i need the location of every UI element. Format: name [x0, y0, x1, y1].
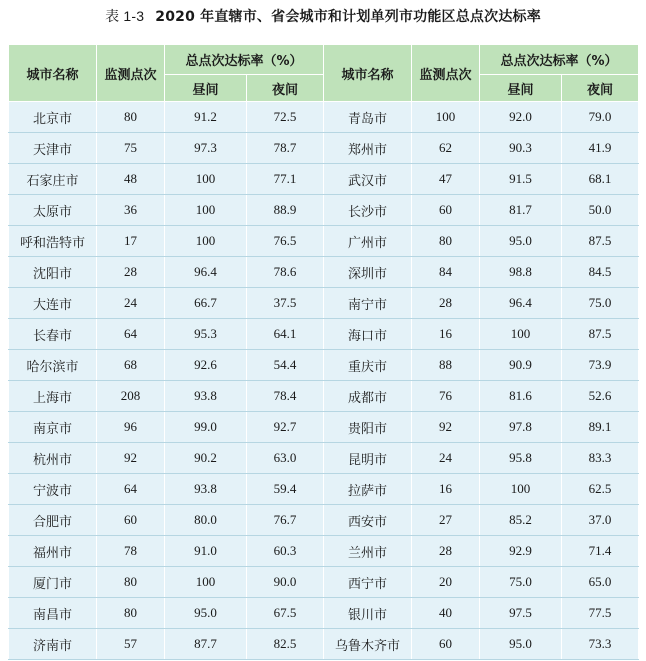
right-points-cell: 80 — [412, 226, 480, 257]
left-day-rate-cell: 91.2 — [165, 102, 247, 133]
table-row — [9, 102, 639, 133]
header-night-left: 夜间 — [247, 75, 324, 102]
left-points-cell: 60 — [97, 505, 165, 536]
left-day-rate-cell: 92.6 — [165, 350, 247, 381]
right-city-cell: 长沙市 — [324, 195, 412, 226]
right-day-rate-cell: 90.3 — [480, 133, 562, 164]
header-rate-right: 总点次达标率（%） — [480, 45, 639, 75]
right-day-rate-cell: 90.9 — [480, 350, 562, 381]
left-night-rate-cell: 78.4 — [247, 381, 324, 412]
table-row — [9, 412, 639, 443]
right-day-rate-cell: 96.4 — [480, 288, 562, 319]
right-night-rate-cell: 84.5 — [562, 257, 639, 288]
right-night-rate-cell: 41.9 — [562, 133, 639, 164]
left-night-rate-cell: 76.7 — [247, 505, 324, 536]
left-city-cell: 长春市 — [9, 319, 97, 350]
right-points-cell: 100 — [412, 102, 480, 133]
left-points-cell: 80 — [97, 102, 165, 133]
left-points-cell: 80 — [97, 567, 165, 598]
table-row — [9, 505, 639, 536]
left-night-rate-cell: 76.5 — [247, 226, 324, 257]
left-points-cell: 92 — [97, 443, 165, 474]
right-points-cell: 20 — [412, 567, 480, 598]
right-city-cell: 郑州市 — [324, 133, 412, 164]
table-row — [9, 598, 639, 629]
right-points-cell: 24 — [412, 443, 480, 474]
right-night-rate-cell: 77.5 — [562, 598, 639, 629]
left-points-cell: 75 — [97, 133, 165, 164]
header-city-right: 城市名称 — [324, 45, 412, 102]
left-city-cell: 济南市 — [9, 629, 97, 660]
left-points-cell: 208 — [97, 381, 165, 412]
right-city-cell: 海口市 — [324, 319, 412, 350]
left-day-rate-cell: 91.0 — [165, 536, 247, 567]
left-night-rate-cell: 59.4 — [247, 474, 324, 505]
left-night-rate-cell: 64.1 — [247, 319, 324, 350]
table-row — [9, 288, 639, 319]
right-day-rate-cell: 85.2 — [480, 505, 562, 536]
left-city-cell: 南昌市 — [9, 598, 97, 629]
left-points-cell: 17 — [97, 226, 165, 257]
data-table — [8, 44, 639, 660]
left-points-cell: 57 — [97, 629, 165, 660]
right-day-rate-cell: 100 — [480, 474, 562, 505]
left-city-cell: 宁波市 — [9, 474, 97, 505]
right-points-cell: 28 — [412, 288, 480, 319]
left-night-rate-cell: 78.6 — [247, 257, 324, 288]
right-night-rate-cell: 50.0 — [562, 195, 639, 226]
right-day-rate-cell: 98.8 — [480, 257, 562, 288]
right-city-cell: 西宁市 — [324, 567, 412, 598]
right-points-cell: 28 — [412, 536, 480, 567]
right-day-rate-cell: 92.9 — [480, 536, 562, 567]
left-day-rate-cell: 87.7 — [165, 629, 247, 660]
right-city-cell: 银川市 — [324, 598, 412, 629]
right-night-rate-cell: 89.1 — [562, 412, 639, 443]
right-city-cell: 重庆市 — [324, 350, 412, 381]
right-day-rate-cell: 92.0 — [480, 102, 562, 133]
left-night-rate-cell: 88.9 — [247, 195, 324, 226]
header-city-left: 城市名称 — [9, 45, 97, 102]
right-night-rate-cell: 65.0 — [562, 567, 639, 598]
left-points-cell: 48 — [97, 164, 165, 195]
data-table-container — [8, 44, 638, 660]
right-city-cell: 成都市 — [324, 381, 412, 412]
table-number: 表 1-3 — [105, 8, 145, 24]
left-points-cell: 64 — [97, 319, 165, 350]
left-day-rate-cell: 95.0 — [165, 598, 247, 629]
left-city-cell: 厦门市 — [9, 567, 97, 598]
table-title — [0, 6, 646, 26]
table-row — [9, 443, 639, 474]
left-day-rate-cell: 97.3 — [165, 133, 247, 164]
table-row — [9, 629, 639, 660]
left-points-cell: 96 — [97, 412, 165, 443]
header-day-right: 昼间 — [480, 75, 562, 102]
right-night-rate-cell: 87.5 — [562, 226, 639, 257]
right-night-rate-cell: 68.1 — [562, 164, 639, 195]
left-night-rate-cell: 78.7 — [247, 133, 324, 164]
right-city-cell: 贵阳市 — [324, 412, 412, 443]
left-day-rate-cell: 93.8 — [165, 381, 247, 412]
left-night-rate-cell: 72.5 — [247, 102, 324, 133]
right-day-rate-cell: 81.7 — [480, 195, 562, 226]
left-city-cell: 大连市 — [9, 288, 97, 319]
left-night-rate-cell: 90.0 — [247, 567, 324, 598]
right-city-cell: 乌鲁木齐市 — [324, 629, 412, 660]
table-row — [9, 164, 639, 195]
right-night-rate-cell: 79.0 — [562, 102, 639, 133]
right-night-rate-cell: 75.0 — [562, 288, 639, 319]
left-points-cell: 36 — [97, 195, 165, 226]
header-rate-left: 总点次达标率（%） — [165, 45, 324, 75]
left-night-rate-cell: 37.5 — [247, 288, 324, 319]
left-points-cell: 64 — [97, 474, 165, 505]
left-night-rate-cell: 82.5 — [247, 629, 324, 660]
right-city-cell: 广州市 — [324, 226, 412, 257]
left-city-cell: 杭州市 — [9, 443, 97, 474]
right-day-rate-cell: 91.5 — [480, 164, 562, 195]
left-city-cell: 哈尔滨市 — [9, 350, 97, 381]
table-row — [9, 257, 639, 288]
right-points-cell: 16 — [412, 319, 480, 350]
right-day-rate-cell: 95.0 — [480, 629, 562, 660]
right-city-cell: 深圳市 — [324, 257, 412, 288]
table-row — [9, 226, 639, 257]
right-night-rate-cell: 52.6 — [562, 381, 639, 412]
left-city-cell: 福州市 — [9, 536, 97, 567]
right-points-cell: 60 — [412, 629, 480, 660]
right-city-cell: 西安市 — [324, 505, 412, 536]
right-points-cell: 76 — [412, 381, 480, 412]
left-city-cell: 太原市 — [9, 195, 97, 226]
right-points-cell: 92 — [412, 412, 480, 443]
left-night-rate-cell: 60.3 — [247, 536, 324, 567]
left-city-cell: 上海市 — [9, 381, 97, 412]
right-day-rate-cell: 81.6 — [480, 381, 562, 412]
left-night-rate-cell: 67.5 — [247, 598, 324, 629]
right-city-cell: 拉萨市 — [324, 474, 412, 505]
left-city-cell: 沈阳市 — [9, 257, 97, 288]
right-day-rate-cell: 75.0 — [480, 567, 562, 598]
left-city-cell: 呼和浩特市 — [9, 226, 97, 257]
table-row — [9, 195, 639, 226]
left-city-cell: 合肥市 — [9, 505, 97, 536]
right-points-cell: 88 — [412, 350, 480, 381]
left-night-rate-cell: 54.4 — [247, 350, 324, 381]
left-day-rate-cell: 100 — [165, 567, 247, 598]
header-points-left: 监测点次 — [97, 45, 165, 102]
right-night-rate-cell: 73.9 — [562, 350, 639, 381]
left-night-rate-cell: 92.7 — [247, 412, 324, 443]
right-points-cell: 62 — [412, 133, 480, 164]
left-night-rate-cell: 63.0 — [247, 443, 324, 474]
left-points-cell: 24 — [97, 288, 165, 319]
right-city-cell: 昆明市 — [324, 443, 412, 474]
table-title-text: 2020 年直辖市、省会城市和计划单列市功能区总点次达标率 — [155, 9, 541, 25]
right-city-cell: 青岛市 — [324, 102, 412, 133]
left-day-rate-cell: 80.0 — [165, 505, 247, 536]
right-day-rate-cell: 100 — [480, 319, 562, 350]
left-day-rate-cell: 95.3 — [165, 319, 247, 350]
left-points-cell: 78 — [97, 536, 165, 567]
table-row — [9, 133, 639, 164]
right-city-cell: 兰州市 — [324, 536, 412, 567]
right-day-rate-cell: 95.8 — [480, 443, 562, 474]
right-night-rate-cell: 73.3 — [562, 629, 639, 660]
left-day-rate-cell: 100 — [165, 164, 247, 195]
right-night-rate-cell: 37.0 — [562, 505, 639, 536]
left-night-rate-cell: 77.1 — [247, 164, 324, 195]
right-points-cell: 47 — [412, 164, 480, 195]
right-night-rate-cell: 87.5 — [562, 319, 639, 350]
header-points-right: 监测点次 — [412, 45, 480, 102]
right-city-cell: 南宁市 — [324, 288, 412, 319]
left-day-rate-cell: 93.8 — [165, 474, 247, 505]
left-day-rate-cell: 99.0 — [165, 412, 247, 443]
left-day-rate-cell: 90.2 — [165, 443, 247, 474]
right-points-cell: 16 — [412, 474, 480, 505]
table-row — [9, 319, 639, 350]
table-row — [9, 567, 639, 598]
left-points-cell: 80 — [97, 598, 165, 629]
left-day-rate-cell: 100 — [165, 195, 247, 226]
left-day-rate-cell: 100 — [165, 226, 247, 257]
left-city-cell: 南京市 — [9, 412, 97, 443]
right-points-cell: 84 — [412, 257, 480, 288]
header-day-left: 昼间 — [165, 75, 247, 102]
right-city-cell: 武汉市 — [324, 164, 412, 195]
right-night-rate-cell: 71.4 — [562, 536, 639, 567]
table-row — [9, 474, 639, 505]
table-row — [9, 381, 639, 412]
header-night-right: 夜间 — [562, 75, 639, 102]
left-points-cell: 28 — [97, 257, 165, 288]
left-day-rate-cell: 96.4 — [165, 257, 247, 288]
right-day-rate-cell: 95.0 — [480, 226, 562, 257]
table-body — [9, 102, 639, 660]
left-city-cell: 石家庄市 — [9, 164, 97, 195]
left-day-rate-cell: 66.7 — [165, 288, 247, 319]
table-row — [9, 536, 639, 567]
table-row — [9, 350, 639, 381]
right-points-cell: 40 — [412, 598, 480, 629]
left-points-cell: 68 — [97, 350, 165, 381]
right-day-rate-cell: 97.5 — [480, 598, 562, 629]
right-day-rate-cell: 97.8 — [480, 412, 562, 443]
left-city-cell: 天津市 — [9, 133, 97, 164]
left-city-cell: 北京市 — [9, 102, 97, 133]
right-points-cell: 60 — [412, 195, 480, 226]
right-points-cell: 27 — [412, 505, 480, 536]
right-night-rate-cell: 62.5 — [562, 474, 639, 505]
right-night-rate-cell: 83.3 — [562, 443, 639, 474]
